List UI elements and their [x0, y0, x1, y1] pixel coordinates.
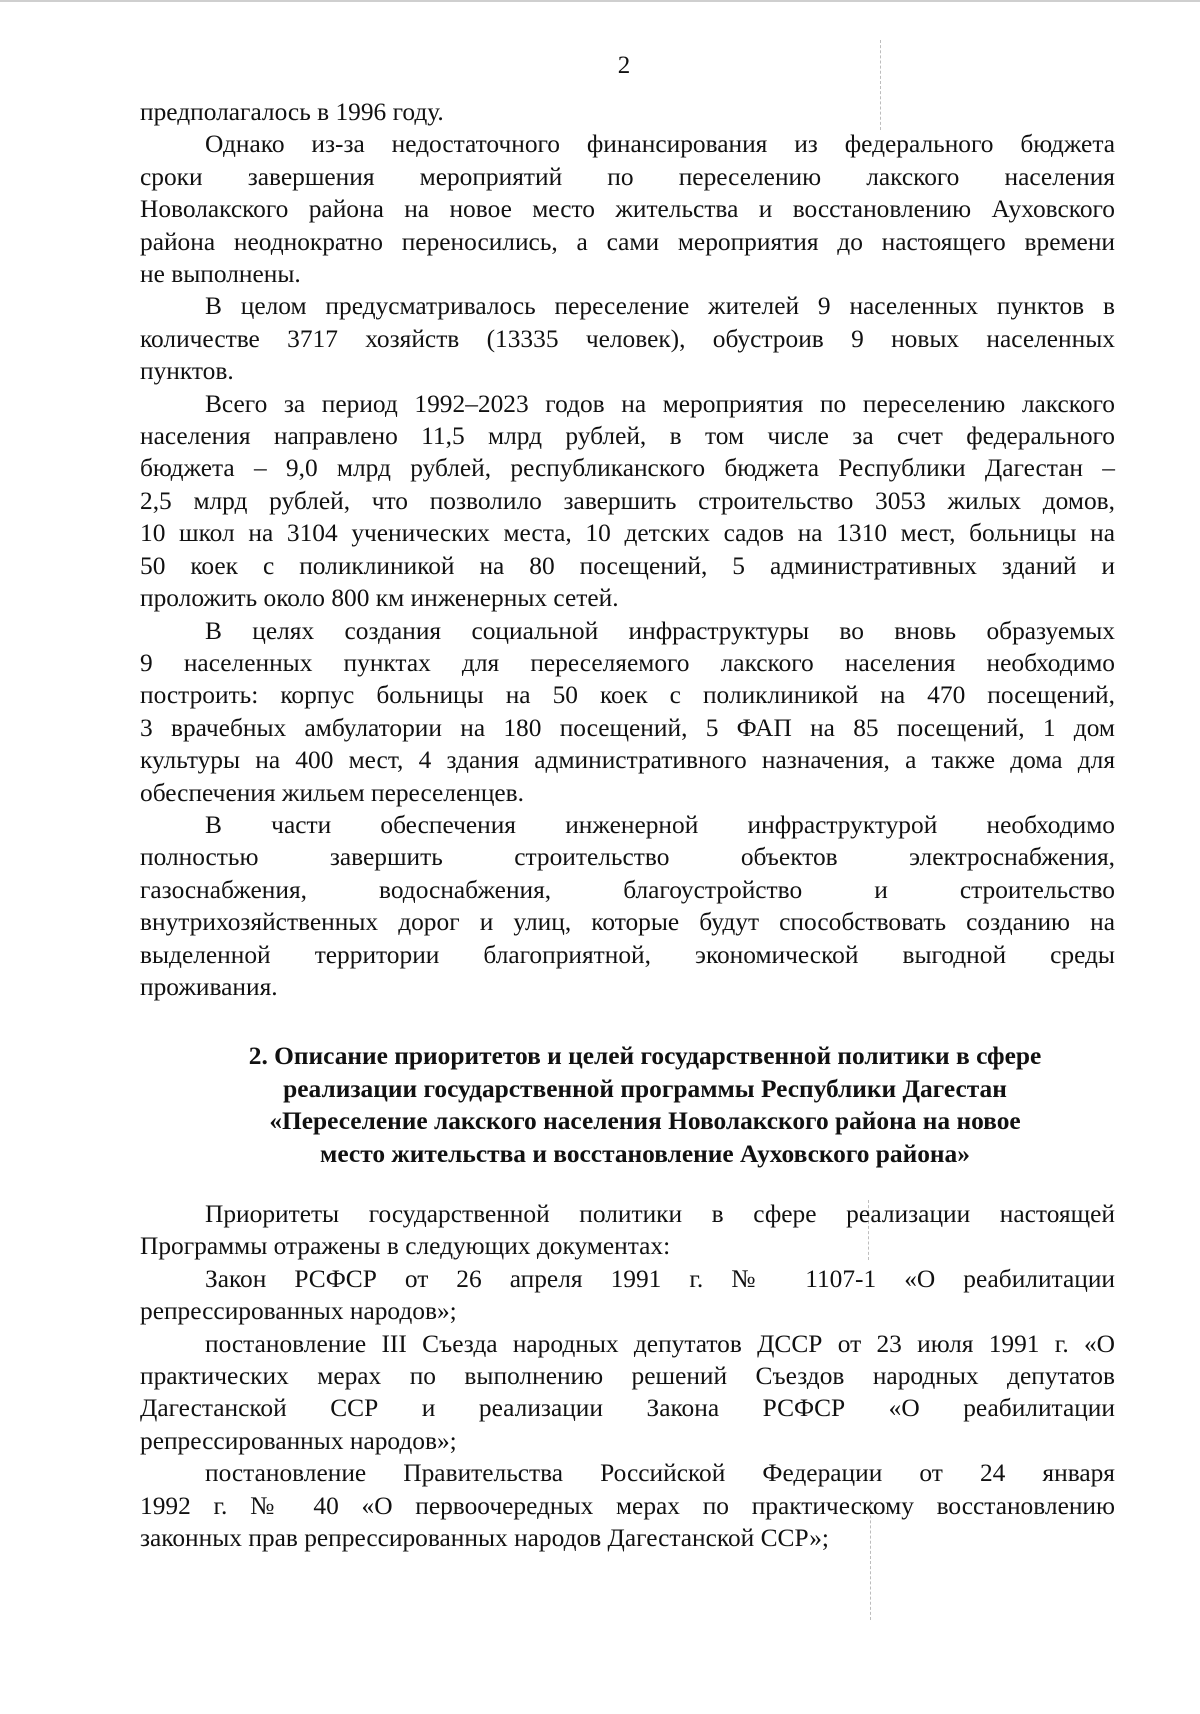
paragraph [140, 290, 1115, 387]
heading-line: «Переселение лакского населения Новолакского района на новое [269, 1107, 1021, 1136]
paragraph-line: сроки завершения мероприятий по переселению лакского населения [140, 162, 1115, 191]
paragraph [140, 388, 1115, 615]
paragraph-line: 3 врачебных амбулатории на 180 посещений, 5 ФАП на 85 посещений, 1 дом [140, 713, 1115, 742]
paragraph-line: газоснабжения, водоснабжения, благоустройство и строительство [140, 875, 1115, 904]
paragraph-line: практических мерах по выполнению решений Съездов народных депутатов [140, 1362, 1115, 1391]
heading-line: 2. Описание приоритетов и целей государственной политики в сфере [248, 1042, 1042, 1070]
paragraph-line: В целом предусматривалось переселение жителей 9 населенных пунктов в [205, 292, 1115, 321]
paragraph-line: полностью завершить строительство объектов электроснабжения, [140, 843, 1115, 872]
paragraph-line: проложить около 800 км инженерных сетей. [140, 584, 619, 613]
paragraph-line: Программы отражены в следующих документах: [140, 1232, 671, 1261]
paragraph-line: 50 коек с поликлиникой на 80 посещений, 5 административных зданий и [140, 551, 1115, 580]
paragraph-line: репрессированных народов»; [140, 1297, 457, 1326]
paragraph-line: предполагалось в 1996 году. [140, 98, 444, 126]
paragraph [140, 615, 1115, 809]
page-number: 2 [617, 52, 631, 79]
paragraph-line: пунктов. [140, 357, 234, 386]
paragraph-line: постановление III Съезда народных депутатов ДССР от 23 июля 1991 г. «О [205, 1329, 1115, 1358]
paragraph-line: бюджета – 9,0 млрд рублей, республиканского бюджета Республики Дагестан – [140, 454, 1115, 483]
paragraph-line: репрессированных народов»; [140, 1426, 457, 1455]
paragraph-line: обеспечения жильем переселенцев. [140, 778, 525, 807]
paragraph-line: В части обеспечения инженерной инфраструктурой необходимо [205, 810, 1115, 839]
paragraph-line: постановление Правительства Российской Федерации от 24 января [205, 1459, 1115, 1488]
heading-line: место жительства и восстановление Ауховского района» [320, 1139, 970, 1168]
paragraph-line: Всего за период 1992–2023 годов на мероприятия по переселению лакского [205, 389, 1115, 418]
section-heading [140, 1040, 1150, 1170]
paragraph-line: 2,5 млрд рублей, что позволило завершить строительство 3053 жилых домов, [140, 486, 1115, 515]
paragraph-line: количестве 3717 хозяйств (13335 человек), обустроив 9 новых населенных [140, 324, 1115, 353]
paragraph-line: Новолакского района на новое место жительства и восстановлению Ауховского [140, 195, 1115, 224]
paragraph-line: внутрихозяйственных дорог и улиц, которые будут способствовать созданию на [140, 908, 1115, 937]
paragraph-line: законных прав репрессированных народов Дагестанской ССР»; [140, 1524, 829, 1553]
paragraph [140, 128, 1115, 290]
body-text-section-2 [140, 1198, 1115, 1554]
paragraph-line: 10 школ на 3104 ученических места, 10 детских садов на 1310 мест, больницы на [140, 519, 1115, 548]
paragraph [140, 1457, 1115, 1554]
paragraph-line: построить: корпус больницы на 50 коек с поликлиникой на 470 посещений, [140, 681, 1115, 710]
paragraph [140, 1328, 1115, 1458]
paragraph [140, 809, 1115, 1003]
heading-line: реализации государственной программы Республики Дагестан [283, 1074, 1007, 1103]
paragraph-line: В целях создания социальной инфраструктуры во вновь образуемых [205, 616, 1115, 645]
paragraph [140, 96, 1115, 128]
top-border-line [0, 0, 1200, 2]
paragraph-line: не выполнены. [140, 260, 301, 289]
paragraph [140, 1198, 1115, 1263]
paragraph-line: Дагестанской ССР и реализации Закона РСФСР «О реабилитации [140, 1394, 1115, 1423]
paragraph-line: культуры на 400 мест, 4 здания административного назначения, а также дома для [140, 746, 1115, 775]
paragraph-line: выделенной территории благоприятной, экономической выгодной среды [140, 940, 1115, 969]
paragraph-line: проживания. [140, 972, 278, 1001]
paragraph-line: Однако из-за недостаточного финансирования из федерального бюджета [205, 130, 1115, 159]
paragraph-line: Приоритеты государственной политики в сфере реализации настоящей [205, 1200, 1115, 1228]
paragraph-line: населения направлено 11,5 млрд рублей, в том числе за счет федерального [140, 422, 1115, 451]
paragraph [140, 1263, 1115, 1328]
paragraph-line: 9 населенных пунктах для переселяемого лакского населения необходимо [140, 648, 1115, 677]
paragraph-line: Закон РСФСР от 26 апреля 1991 г. № 1107-1 «О реабилитации [205, 1264, 1115, 1293]
body-text-section-1 [140, 96, 1115, 1003]
paragraph-line: района неоднократно переносились, а сами мероприятия до настоящего времени [140, 227, 1115, 256]
paragraph-line: 1992 г. № 40 «О первоочередных мерах по практическому восстановлению [140, 1491, 1115, 1520]
